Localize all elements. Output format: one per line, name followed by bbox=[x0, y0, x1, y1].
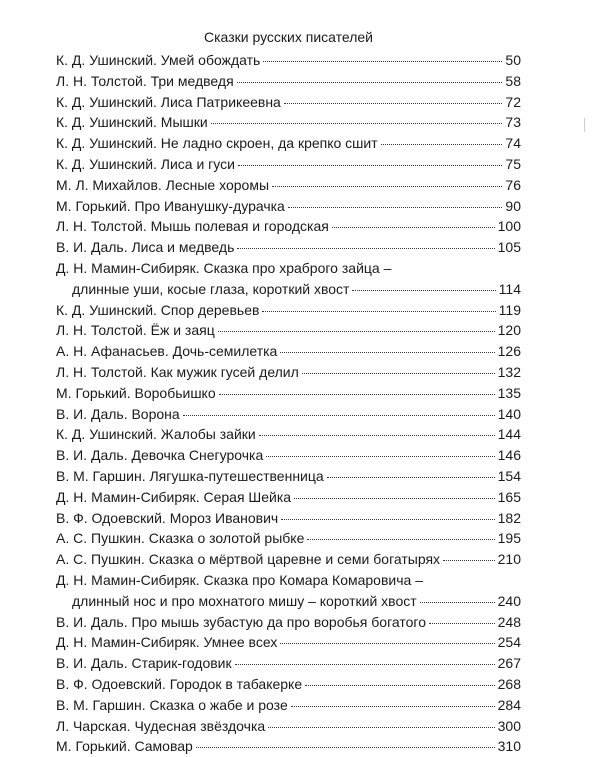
dot-leader bbox=[305, 685, 495, 686]
dot-leader bbox=[288, 207, 503, 208]
toc-entry bbox=[56, 362, 521, 383]
toc-entry-title: В. Ф. Одоевский. Городок в табакерке bbox=[56, 675, 303, 692]
toc-entry-title: К. Д. Ушинский. Мышки bbox=[56, 114, 208, 131]
dot-leader bbox=[332, 227, 495, 228]
toc-entry-title: К. Д. Ушинский. Умей обождать bbox=[56, 52, 261, 68]
toc-entry-row bbox=[56, 216, 521, 237]
toc-entry bbox=[56, 528, 521, 549]
toc-entry-title-line2: длинные уши, косые глаза, короткий хвост bbox=[72, 280, 350, 297]
toc-entry bbox=[56, 341, 521, 362]
toc-entry bbox=[56, 196, 521, 217]
toc-entry-page-number: 144 bbox=[497, 426, 521, 443]
toc-entry bbox=[56, 570, 521, 612]
dot-leader bbox=[429, 623, 495, 624]
toc-entry-page-number: 132 bbox=[497, 363, 521, 380]
toc-entry-row bbox=[56, 716, 521, 737]
toc-entry bbox=[56, 695, 521, 716]
dot-leader bbox=[196, 747, 495, 748]
toc-entry-title: В. Ф. Одоевский. Мороз Иванович bbox=[56, 509, 279, 526]
toc-entry bbox=[56, 736, 521, 757]
dot-leader bbox=[219, 394, 495, 395]
toc-entry-title: А. С. Пушкин. Сказка о мёртвой царевне и семи богатырях bbox=[56, 551, 441, 568]
toc-entry-row bbox=[56, 487, 521, 508]
dot-leader bbox=[307, 539, 494, 540]
toc-entry-row bbox=[56, 612, 521, 633]
toc-entry bbox=[56, 632, 521, 653]
toc-entry-page-number: 284 bbox=[497, 696, 521, 713]
contents-page bbox=[56, 28, 521, 757]
toc-entry-row bbox=[56, 50, 521, 71]
toc-entry-page-number: 268 bbox=[497, 675, 521, 692]
toc-entry bbox=[56, 612, 521, 633]
toc-entry-title: М. Горький. Самовар bbox=[56, 738, 193, 755]
toc-entry-title: Л. Н. Толстой. Ёж и заяц bbox=[56, 322, 215, 339]
toc-entry-page-number: 254 bbox=[497, 634, 521, 651]
toc-entry bbox=[56, 404, 521, 425]
toc-entry-page-number: 120 bbox=[497, 322, 521, 339]
toc-entry bbox=[56, 237, 521, 258]
toc-entry-row bbox=[56, 71, 521, 92]
dot-leader bbox=[235, 664, 495, 665]
page-edge-mark bbox=[584, 118, 585, 132]
toc-entry-row bbox=[56, 466, 521, 487]
toc-entry-title: В. М. Гаршин. Лягушка-путешественница bbox=[56, 467, 324, 484]
toc-entry-title: К. Д. Ушинский. Лиса Патрикеевна bbox=[56, 93, 281, 110]
toc-entry-title: М. Горький. Воробьишко bbox=[56, 384, 216, 401]
toc-entry-title: В. И. Даль. Старик-годовик bbox=[56, 655, 232, 672]
dot-leader bbox=[284, 103, 503, 104]
toc-entry bbox=[56, 258, 521, 300]
toc-entry-row bbox=[56, 300, 521, 321]
dot-leader bbox=[268, 727, 494, 728]
dot-leader bbox=[262, 311, 495, 312]
dot-leader bbox=[294, 498, 495, 499]
toc-entry-title: В. И. Даль. Девочка Снегурочка bbox=[56, 447, 264, 464]
toc-entry-page-number: 300 bbox=[497, 717, 521, 734]
toc-entry bbox=[56, 92, 521, 113]
toc-entry-row bbox=[56, 404, 521, 425]
dot-leader bbox=[183, 415, 495, 416]
toc-entry-row bbox=[56, 362, 521, 383]
toc-entry-title-line1: Д. Н. Мамин-Сибиряк. Сказка про храброго зайца – bbox=[56, 259, 392, 276]
dot-leader bbox=[238, 165, 502, 166]
dot-leader bbox=[281, 519, 494, 520]
toc-entry-title: В. И. Даль. Лиса и медведь bbox=[56, 239, 235, 256]
dot-leader bbox=[381, 144, 503, 145]
dot-leader bbox=[211, 123, 503, 124]
toc-entry-row bbox=[56, 591, 521, 612]
toc-entry-row bbox=[56, 508, 521, 529]
toc-entry-title: В. И. Даль. Ворона bbox=[56, 405, 180, 422]
toc-entry-row bbox=[56, 279, 521, 300]
dot-leader bbox=[218, 331, 495, 332]
toc-entry-page-number: 195 bbox=[497, 530, 521, 547]
toc-entry-page-number: 126 bbox=[497, 343, 521, 360]
section-heading: Сказки русских писателей bbox=[204, 29, 373, 45]
toc-entry-page-number: 248 bbox=[497, 613, 521, 630]
toc-entry-page-number: 114 bbox=[498, 280, 521, 297]
toc-entry bbox=[56, 71, 521, 92]
toc-entry bbox=[56, 300, 521, 321]
toc-entry-title-line1: Д. Н. Мамин-Сибиряк. Сказка про Комара Комаровича – bbox=[56, 571, 423, 588]
toc-entry bbox=[56, 466, 521, 487]
toc-entry-row bbox=[56, 736, 521, 757]
toc-entry-title: К. Д. Ушинский. Спор деревьев bbox=[56, 301, 260, 318]
toc-entry-title: В. И. Даль. Про мышь зубастую да про воробья богатого bbox=[56, 613, 426, 630]
toc-entry-title: Л. Н. Толстой. Три медведя bbox=[56, 72, 234, 89]
toc-entry-page-number: 140 bbox=[497, 405, 521, 422]
toc-entry-title: В. М. Гаршин. Сказка о жабе и розе bbox=[56, 696, 288, 713]
toc-entry bbox=[56, 508, 521, 529]
toc-entry-title: К. Д. Ушинский. Лиса и гуси bbox=[56, 155, 235, 172]
dot-leader bbox=[272, 186, 502, 187]
dot-leader bbox=[237, 82, 503, 83]
toc-entry-title-line2: длинный нос и про мохнатого мишу – короткий хвост bbox=[72, 592, 417, 609]
toc-entry-page-number: 74 bbox=[505, 135, 521, 152]
toc-entry-page-number: 105 bbox=[497, 239, 521, 256]
toc-entry-row bbox=[56, 632, 521, 653]
toc-entry-page-number: 73 bbox=[505, 114, 521, 131]
toc-entry-row bbox=[56, 112, 521, 133]
toc-entry bbox=[56, 674, 521, 695]
toc-entry-page-number: 182 bbox=[497, 509, 521, 526]
toc-entry-title: Л. Чарская. Чудесная звёздочка bbox=[56, 717, 266, 734]
toc-entry-title: А. С. Пушкин. Сказка о золотой рыбке bbox=[56, 530, 305, 547]
toc-entry-row bbox=[56, 695, 521, 716]
toc-entry-row bbox=[56, 154, 521, 175]
dot-leader bbox=[327, 477, 495, 478]
dot-leader bbox=[280, 352, 494, 353]
toc-entry-title: Д. Н. Мамин-Сибиряк. Умнее всех bbox=[56, 634, 278, 651]
toc-entry-page-number: 267 bbox=[497, 655, 521, 672]
toc-entry-row bbox=[56, 549, 521, 570]
toc-entry-title: М. Горький. Про Иванушку-дурачка bbox=[56, 197, 285, 214]
toc-entry-page-number: 50 bbox=[505, 52, 521, 68]
toc-entry-row bbox=[56, 383, 521, 404]
toc-entry-row bbox=[56, 528, 521, 549]
toc-entry bbox=[56, 383, 521, 404]
toc-entry-page-number: 90 bbox=[505, 197, 521, 214]
toc-entry-row bbox=[56, 237, 521, 258]
dot-leader bbox=[280, 643, 494, 644]
toc-entry-row bbox=[56, 445, 521, 466]
toc-entry-page-number: 135 bbox=[497, 384, 521, 401]
toc-entry-title: Д. Н. Мамин-Сибиряк. Серая Шейка bbox=[56, 488, 292, 505]
toc-entry-row bbox=[56, 424, 521, 445]
toc-entry-title: А. Н. Афанасьев. Дочь-семилетка bbox=[56, 343, 278, 360]
toc-entry-row bbox=[56, 674, 521, 695]
dot-leader bbox=[266, 456, 494, 457]
toc-entry-page-number: 310 bbox=[497, 738, 521, 755]
toc-entry bbox=[56, 653, 521, 674]
dot-leader bbox=[420, 602, 495, 603]
toc-entry-page-number: 100 bbox=[497, 218, 521, 235]
toc-entry bbox=[56, 320, 521, 341]
toc-entry bbox=[56, 154, 521, 175]
toc-entry-title: М. Л. Михайлов. Лесные хоромы bbox=[56, 176, 270, 193]
toc-entry-title: Л. Н. Толстой. Как мужик гусей делил bbox=[56, 363, 299, 380]
toc-entry bbox=[56, 175, 521, 196]
toc-entry-page-number: 72 bbox=[505, 93, 521, 110]
toc-entry-row bbox=[56, 175, 521, 196]
toc-entry-page-number: 210 bbox=[497, 551, 521, 568]
toc-entry-row bbox=[56, 653, 521, 674]
toc-entry-page-number: 76 bbox=[505, 176, 521, 193]
toc-entry-page-number: 146 bbox=[497, 447, 521, 464]
toc-entry bbox=[56, 216, 521, 237]
toc-entry bbox=[56, 50, 521, 71]
dot-leader bbox=[263, 61, 502, 62]
toc-entry-page-number: 119 bbox=[498, 301, 521, 318]
toc-entry-page-number: 58 bbox=[505, 72, 521, 89]
toc-entry-row bbox=[56, 196, 521, 217]
toc-entry bbox=[56, 133, 521, 154]
dot-leader bbox=[443, 560, 495, 561]
dot-leader bbox=[302, 373, 495, 374]
toc-entry-page-number: 240 bbox=[497, 592, 521, 609]
toc-entry-page-number: 154 bbox=[497, 467, 521, 484]
toc-entry-title: К. Д. Ушинский. Не ладно скроен, да крепко сшит bbox=[56, 135, 378, 152]
toc-entry bbox=[56, 487, 521, 508]
toc-entry bbox=[56, 716, 521, 737]
toc-entry bbox=[56, 445, 521, 466]
toc-entry-row bbox=[56, 133, 521, 154]
toc-entry bbox=[56, 549, 521, 570]
toc-entry bbox=[56, 112, 521, 133]
dot-leader bbox=[259, 435, 495, 436]
toc-entry-title: Л. Н. Толстой. Мышь полевая и городская bbox=[56, 218, 329, 235]
toc-entry bbox=[56, 424, 521, 445]
table-of-contents bbox=[56, 50, 521, 757]
toc-entry-page-number: 165 bbox=[497, 488, 521, 505]
toc-entry-row bbox=[56, 320, 521, 341]
dot-leader bbox=[352, 290, 495, 291]
toc-entry-page-number: 75 bbox=[505, 155, 521, 172]
dot-leader bbox=[291, 706, 495, 707]
toc-entry-title: К. Д. Ушинский. Жалобы зайки bbox=[56, 426, 256, 443]
toc-entry-row bbox=[56, 92, 521, 113]
toc-entry-row bbox=[56, 341, 521, 362]
dot-leader bbox=[237, 248, 494, 249]
